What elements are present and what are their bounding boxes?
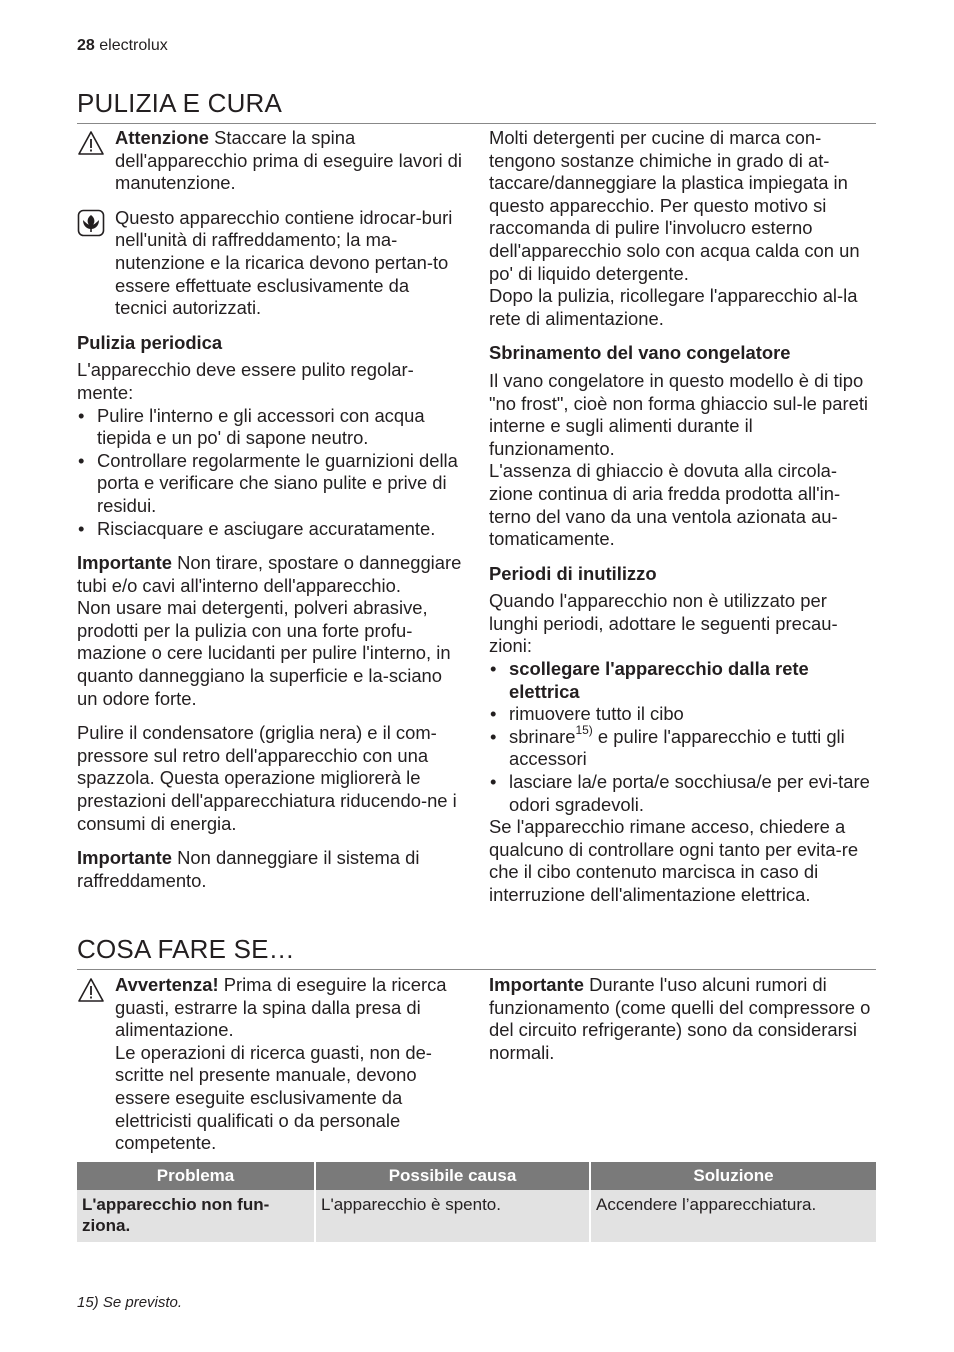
list-item: • lasciare la/e porta/e socchiusa/e per evi-tare odori sgradevoli. [489, 771, 879, 816]
footnote-ref: 15) [575, 722, 593, 737]
list-item: • Pulire l'interno e gli accessori con acqua tiepida e un po' di sapone neutro. [77, 405, 463, 450]
warning-block [77, 127, 463, 195]
list-item: • Controllare regolarmente le guarnizioni della porta e verificare che siano pulite e prive di residui. [77, 450, 463, 518]
troubleshooting-table-wrapper [77, 1162, 876, 1242]
periodic-cleaning-heading: Pulizia periodica [77, 331, 223, 353]
table-header-row [77, 1162, 876, 1190]
section-title-troubleshooting: COSA FARE SE… [77, 934, 295, 964]
table-cell-solution: Accendere l’apparecchiatura. [590, 1190, 876, 1242]
column-header-cause: Possibile causa [315, 1162, 590, 1190]
warning-triangle-icon [77, 129, 105, 157]
section-title-cleaning: PULIZIA E CURA [77, 88, 283, 118]
warning-text: Avvertenza! Prima di eseguire la ricerca guasti, estrarre la spina dalla presa di alimentazione. [115, 974, 447, 1041]
page-number: 28 [77, 37, 95, 54]
list-item: • sbrinare$^{15)}$ e pulire l'apparecchio e tutti gli accessori [489, 726, 879, 771]
section-divider [77, 969, 876, 970]
cleaning-left-column [77, 127, 463, 892]
detergents-warning-text: Molti detergenti per cucine di marca con-tengono sostanze chimiche in grado di at-taccare/danneggiare la plastica impiegata in questo apparecchio. Per questo motivo si raccomanda di pulire l'involucro esterno dell'apparecchio solo con acqua calda con un po' di liquido detergente. [489, 127, 860, 284]
environment-icon [77, 209, 105, 237]
page-header [77, 37, 168, 55]
list-item: • Risciacquare e asciugare accuratamente. [77, 518, 463, 541]
troubleshooting-right-column [489, 974, 879, 1064]
inactivity-heading: Periodi di inutilizzo [489, 562, 657, 584]
table-row [77, 1190, 876, 1242]
inactivity-outro: Se l'apparecchio rimane acceso, chiedere a qualcuno di controllare ogni tanto per evita-re che il cibo contenuto marcisca in caso di interruzione dell'alimentazione elettrica. [489, 816, 859, 905]
warning-triangle-icon [77, 976, 105, 1004]
important-note: Importante Durante l'uso alcuni rumori di funzionamento (come quelli del compressore o del circuito refrigerante) sono da considerarsi normali. [489, 974, 871, 1063]
periodic-cleaning-intro: L'apparecchio deve essere pulito regolar-mente: [77, 359, 414, 403]
defrost-heading: Sbrinamento del vano congelatore [489, 342, 791, 364]
list-item: • scollegare l'apparecchio dalla rete elettrica [489, 658, 879, 703]
troubleshooting-left-column [77, 974, 463, 1155]
defrost-text-2: L'assenza di ghiaccio è dovuta alla circola-zione continua di aria fredda prodotta all'in-terno del vano da una ventola azionata au-tomaticamente. [489, 460, 841, 550]
column-header-problem: Problema [77, 1162, 315, 1190]
brand-name: electrolux [99, 37, 168, 54]
list-item: • rimuovere tutto il cibo [489, 703, 879, 726]
eco-note-text: Questo apparecchio contiene idrocar-buri nell'unità di raffreddamento; la ma-nutenzione e la ricarica devono pertan-to essere effettuate esclusivamente da tecnici autorizzati. [115, 206, 453, 319]
column-header-solution: Soluzione [590, 1162, 876, 1190]
troubleshooting-table [77, 1162, 876, 1242]
warning-block [77, 974, 463, 1155]
table-cell-problem: L'apparecchio non fun-ziona. [77, 1190, 315, 1242]
no-detergents-text: Non usare mai detergenti, polveri abrasive, prodotti per la pulizia con una forte profu-mazione o cere lucidanti per pulire l'interno, in quanto danneggiano la superficie e la-sciano un odore forte. [77, 597, 451, 709]
eco-note-block [77, 207, 463, 320]
warning-text: Attenzione Staccare la spina dell'apparecchio prima di eseguire lavori di manutenzione. [115, 127, 462, 194]
important-note-1: Importante Non tirare, spostare o danneggiare tubi e/o cavi all'interno dell'apparecchio. [77, 552, 462, 596]
defrost-text-1: Il vano congelatore in questo modello è di tipo "no frost", cioè non forma ghiaccio sul-le pareti interne e sugli alimenti durante il funzionamento. [489, 369, 869, 459]
inactivity-list [489, 658, 879, 816]
section-divider [77, 123, 876, 124]
footnote: 15) Se previsto. [77, 1294, 183, 1311]
after-cleaning-text: Dopo la pulizia, ricollegare l'apparecchio al-la rete di alimentazione. [489, 285, 858, 329]
inactivity-intro: Quando l'apparecchio non è utilizzato per lunghi periodi, adottare le seguenti precau-zioni: [489, 590, 838, 657]
periodic-cleaning-list [77, 405, 463, 541]
warning-text-2: Le operazioni di ricerca guasti, non de-scritte nel presente manuale, devono essere eseguite esclusivamente da elettricisti qualificati o da personale competente. [115, 1041, 432, 1154]
important-note-2: Importante Non danneggiare il sistema di raffreddamento. [77, 847, 420, 891]
table-cell-cause: L'apparecchio è spento. [315, 1190, 590, 1242]
condenser-text: Pulire il condensatore (griglia nera) e il com-pressore sul retro dell'apparecchio con una spazzola. Questa operazione migliorerà le prestazioni dell'apparecchiatura riducendo-ne i consumi di energia. [77, 722, 457, 834]
cleaning-right-column [489, 127, 879, 907]
